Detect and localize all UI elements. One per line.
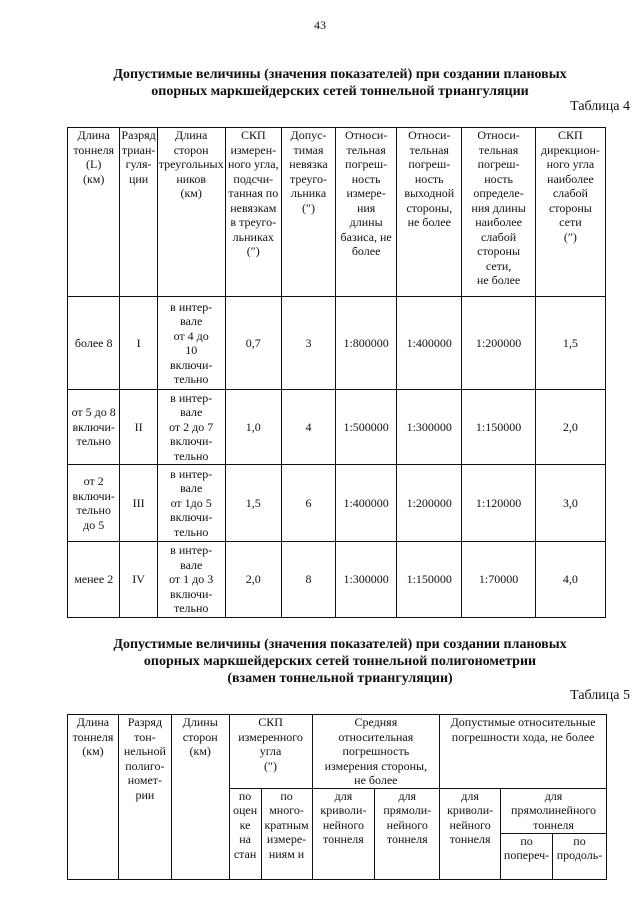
cell-line: оцен (232, 803, 258, 817)
cell-line: для (461, 788, 479, 803)
cell-line: невязкам (230, 200, 277, 215)
cell-line: вале (180, 314, 203, 328)
table-row (68, 390, 606, 465)
cell-line: ность (484, 171, 513, 186)
table5-title-line2: опорных маркшейдерских сетей тоннельной полигонометрии (143, 654, 537, 669)
cell-line: наиболее (547, 171, 594, 186)
cell-sides (157, 297, 225, 390)
cell-line: для (398, 788, 417, 803)
cell-line: ного угла, (227, 157, 279, 171)
cell-line: по (280, 788, 293, 803)
cell-line: (″) (246, 244, 260, 258)
table-4 (67, 127, 606, 618)
cell-line: танная по (228, 186, 279, 200)
cell-line: угла (259, 744, 282, 758)
cell-line: Разряд (121, 128, 156, 142)
cell-line: Допустимые относительные (450, 715, 596, 729)
cell-line: Разряд (127, 715, 163, 729)
table-row (68, 542, 606, 618)
cell-line: стороны (548, 200, 592, 215)
cell-weak-err: 1:120000 (462, 465, 535, 542)
cell-line: включи- (169, 510, 213, 525)
table4-title (60, 66, 620, 100)
cell-misclosure: 4 (281, 390, 335, 465)
cell-dir-skp: 2,0 (535, 390, 605, 465)
cell-line: стороны, (406, 200, 453, 215)
t5-header-perm-curved (440, 788, 501, 879)
t4-header-sides (157, 128, 225, 297)
cell-length (68, 297, 120, 390)
cell-line: рии (135, 787, 155, 802)
cell-line: ного угла (546, 157, 595, 171)
cell-line: Допус- (290, 128, 327, 142)
cell-line: (″) (264, 758, 278, 773)
cell-angle-skp: 1,0 (225, 390, 281, 465)
table-5 (67, 714, 607, 880)
cell-line: слабой (480, 229, 517, 244)
cell-dir-skp: 1,5 (535, 297, 605, 390)
cell-line: (км) (189, 744, 211, 758)
cell-line: (L) (86, 157, 102, 171)
cell-weak-err: 1:70000 (462, 542, 535, 618)
cell-line: продоль- (556, 848, 603, 862)
cell-dir-skp: 4,0 (535, 542, 605, 618)
cell-line: сторон (182, 729, 218, 744)
cell-misclosure: 8 (281, 542, 335, 618)
cell-line: Средняя (354, 715, 398, 729)
cell-line: прямоли- (383, 803, 432, 817)
cell-line: менее 2 (74, 572, 114, 587)
cell-line: прямолинейного (511, 803, 597, 817)
cell-line: определе- (473, 186, 524, 200)
cell-line: криволи- (320, 803, 367, 817)
cell-line: тельно (173, 372, 209, 386)
table4-header-row (68, 128, 606, 297)
cell-line: кратным (264, 817, 309, 832)
cell-line: СКП (258, 715, 283, 729)
cell-line: ность (351, 171, 381, 186)
cell-line: Длина (175, 128, 208, 142)
cell-line: гуля- (125, 157, 152, 171)
cell-line: более (351, 244, 381, 258)
cell-line: в интер- (170, 299, 213, 314)
cell-length (68, 390, 120, 465)
cell-line: (″) (563, 229, 577, 244)
cell-line: слабой (552, 186, 588, 200)
cell-line: тельно (173, 524, 209, 539)
table5-title (60, 636, 620, 687)
cell-class: IV (120, 542, 157, 618)
cell-line: тельная (346, 142, 386, 157)
table-row (68, 465, 606, 542)
cell-line: (″) (302, 200, 316, 215)
cell-line: тельно (76, 434, 111, 449)
cell-basis-err: 1:400000 (336, 465, 397, 542)
t4-header-basis-error (336, 128, 397, 297)
cell-out-err: 1:200000 (397, 465, 462, 542)
cell-line: нейного (449, 817, 491, 832)
cell-line: в интер- (170, 543, 213, 558)
cell-line: измерения стороны, (324, 758, 428, 773)
cell-line: измерен- (230, 142, 277, 157)
cell-line: много- (269, 803, 304, 817)
cell-line: СКП (240, 128, 266, 142)
table5-title-line1: Допустимые величины (значения показателей) при создании плановых (113, 637, 567, 652)
cell-line: тельно (173, 601, 209, 616)
cell-line: по (238, 788, 252, 803)
cell-line: включи- (169, 357, 213, 372)
cell-line: сети, (485, 258, 512, 273)
table4-title-line1: Допустимые величины (значения показателей) при создании плановых (113, 67, 567, 82)
cell-misclosure: 3 (281, 297, 335, 390)
cell-line: треугольных (158, 157, 224, 171)
cell-class: II (120, 390, 157, 465)
cell-angle-skp: 2,0 (225, 542, 281, 618)
cell-line: погрешности хода, не более (451, 729, 595, 744)
table-row (68, 297, 606, 390)
t5-header-sides (171, 715, 229, 880)
cell-line: льниках (232, 229, 274, 244)
t5-header-mean-curved (312, 788, 375, 879)
cell-line: включи- (169, 434, 213, 449)
cell-out-err: 1:300000 (397, 390, 462, 465)
cell-basis-err: 1:500000 (336, 390, 397, 465)
table4-title-line2: опорных маркшейдерских сетей тоннельной триангуляции (151, 84, 529, 99)
cell-line: ния (356, 200, 376, 215)
t4-header-output-error (397, 128, 462, 297)
t5-header-length (68, 715, 119, 880)
cell-line: относительная (338, 729, 414, 744)
cell-line: тимая (293, 142, 324, 157)
cell-line: тон- (134, 729, 156, 744)
cell-line: вале (180, 557, 203, 572)
cell-sides (157, 390, 225, 465)
cell-line: тоннеля (533, 817, 574, 832)
table4-label: Таблица 4 (570, 99, 630, 114)
t5-header-mean-error (312, 715, 440, 789)
cell-angle-skp: 0,7 (225, 297, 281, 390)
cell-misclosure: 6 (281, 465, 335, 542)
cell-line: не более (407, 215, 451, 229)
cell-dir-skp: 3,0 (535, 465, 605, 542)
cell-line: включи- (72, 419, 115, 434)
cell-line: погреш- (408, 157, 451, 171)
cell-line: Длина (76, 715, 110, 729)
cell-line: измере- (266, 832, 307, 846)
cell-line: Длины (182, 715, 218, 729)
cell-line: тоннеля (449, 832, 491, 846)
cell-line: тоннеля (73, 142, 115, 157)
cell-line: включи- (72, 488, 115, 503)
cell-out-err: 1:400000 (397, 297, 462, 390)
cell-line: вале (180, 405, 203, 420)
cell-line: (км) (180, 186, 202, 200)
table5-title-line3: (взамен тоннельной триангуляции) (227, 671, 453, 686)
t4-header-weak-side-error (462, 128, 535, 297)
page-number: 43 (314, 18, 326, 32)
cell-class: I (120, 297, 157, 390)
cell-line: тоннеля (323, 832, 364, 846)
t5-header-mean-straight (375, 788, 440, 879)
t5-header-perm-straight (501, 788, 607, 833)
cell-line: номет- (127, 773, 163, 787)
cell-basis-err: 1:800000 (336, 297, 397, 390)
cell-line: триан- (121, 142, 156, 157)
cell-line: (км) (82, 744, 104, 758)
cell-line: погрешность (342, 744, 410, 758)
cell-line: Длина (77, 128, 110, 142)
t4-header-misclosure (281, 128, 335, 297)
cell-line: по (520, 833, 533, 848)
cell-line: сети (559, 215, 582, 229)
cell-line: вале (180, 481, 203, 496)
t4-header-direction-skp (535, 128, 605, 297)
cell-line: на (239, 832, 251, 846)
cell-line: льника (290, 186, 327, 200)
cell-basis-err: 1:300000 (336, 542, 397, 618)
cell-line: ции (128, 171, 149, 186)
cell-line: тоннеля (72, 729, 114, 744)
cell-line: 10 (185, 343, 198, 357)
cell-line: (км) (82, 171, 105, 186)
cell-line: подсчи- (233, 171, 274, 186)
cell-line: до 5 (83, 517, 105, 532)
cell-line: стороны (477, 244, 521, 258)
cell-line: нейного (386, 817, 428, 832)
cell-line: стан (233, 846, 257, 861)
cell-line: наиболее (475, 215, 522, 229)
cell-line: погреш- (477, 157, 520, 171)
cell-line: в интер- (170, 466, 213, 481)
cell-line: Относи- (477, 128, 520, 142)
cell-line: тельно (76, 503, 111, 517)
cell-line: ке (239, 817, 251, 832)
cell-angle-skp: 1,5 (225, 465, 281, 542)
cell-class: III (120, 465, 157, 542)
cell-line: от 5 до 8 (71, 405, 116, 420)
t5-header-skp-estimate (229, 788, 261, 879)
cell-line: сторон (173, 142, 209, 157)
cell-line: треуго- (289, 171, 328, 186)
cell-line: тельная (409, 142, 449, 157)
cell-line: ния длины (471, 200, 526, 215)
cell-line: от 2 (83, 474, 104, 488)
t5-header-permissible (440, 715, 607, 789)
cell-line: для (544, 788, 563, 803)
cell-length (68, 465, 120, 542)
cell-line: тельная (478, 142, 519, 157)
cell-line: ников (176, 171, 207, 186)
t4-header-angle-skp (225, 128, 281, 297)
cell-weak-err: 1:150000 (462, 390, 535, 465)
cell-sides (157, 465, 225, 542)
cell-line: от 4 до (173, 328, 209, 343)
cell-line: для (334, 788, 353, 803)
cell-line: дирекцион- (540, 142, 600, 157)
cell-weak-err: 1:200000 (462, 297, 535, 390)
cell-out-err: 1:150000 (397, 542, 462, 618)
cell-line: тоннеля (386, 832, 428, 846)
cell-line: длины (349, 215, 383, 229)
cell-line: не более (354, 773, 398, 787)
table5-label: Таблица 5 (570, 688, 630, 703)
cell-line: ность (414, 171, 444, 186)
cell-line: погреш- (345, 157, 388, 171)
cell-line: по (573, 833, 586, 848)
cell-line: в треуго- (230, 215, 277, 229)
cell-line: выходной (404, 186, 455, 200)
t5-header-skp (229, 715, 312, 789)
cell-sides (157, 542, 225, 618)
cell-line: тельно (173, 448, 209, 463)
cell-line: базиса, не (340, 229, 392, 244)
t4-header-class (120, 128, 157, 297)
cell-line: полиго- (125, 758, 165, 773)
cell-line: включи- (169, 586, 213, 601)
cell-line: более 8 (74, 335, 113, 350)
cell-line: измеренного (238, 729, 303, 744)
cell-line: в интер- (170, 390, 213, 405)
t4-header-length (68, 128, 120, 297)
cell-line: от 1до 5 (170, 495, 212, 510)
cell-line: СКП (558, 128, 583, 142)
t5-header-perm-longitudinal (553, 833, 607, 879)
cell-line: ниям и (268, 846, 305, 861)
cell-line: попереч- (503, 848, 550, 862)
cell-line: Относи- (344, 128, 388, 142)
t5-header-class (118, 715, 171, 880)
cell-line: от 1 до 3 (169, 572, 214, 587)
cell-line: криволи- (447, 803, 494, 817)
cell-line: не более (476, 273, 521, 287)
cell-line: от 2 до 7 (169, 419, 214, 434)
cell-line: невязка (289, 157, 328, 171)
t5-header-skp-multi (261, 788, 312, 879)
cell-line: нельной (123, 744, 166, 758)
cell-line: Относи- (408, 128, 451, 142)
cell-line: нейного (322, 817, 365, 832)
t5-header-perm-transverse (501, 833, 553, 879)
cell-length (68, 542, 120, 618)
cell-line: измере- (346, 186, 386, 200)
